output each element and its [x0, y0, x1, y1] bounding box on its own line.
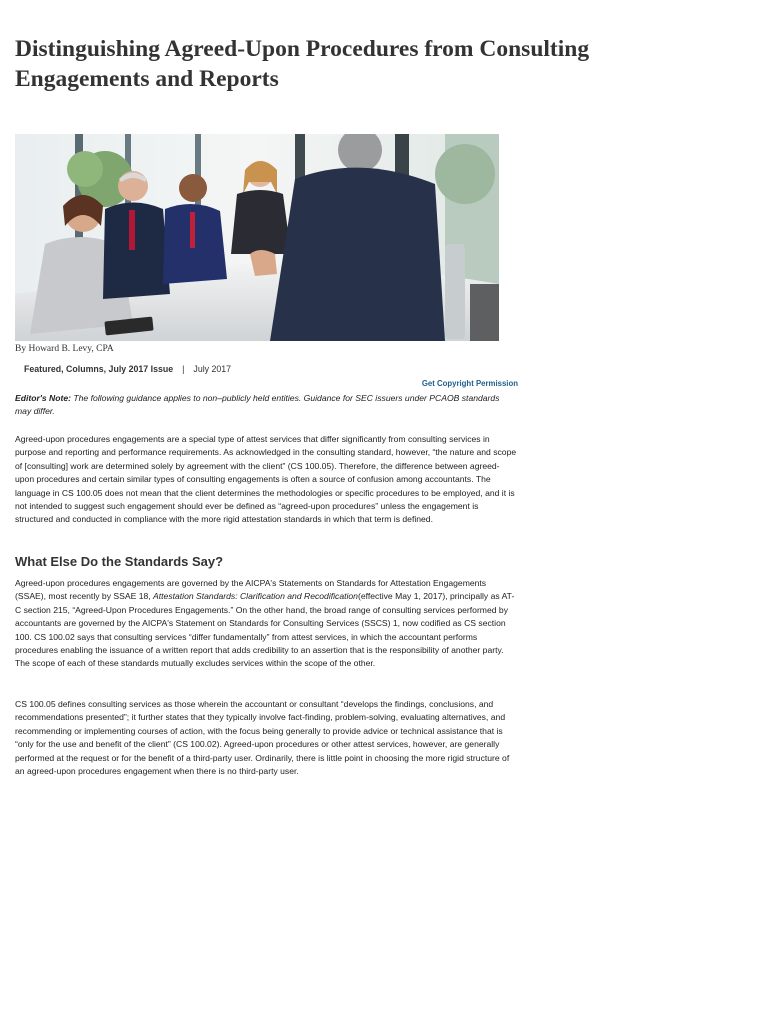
- paragraph-2-citation: Attestation Standards: Clarification and Recodification: [153, 591, 358, 602]
- meta-separator: |: [182, 364, 185, 374]
- paragraph-3: CS 100.05 defines consulting services as those wherein the accountant or consultant “develops the findings, conclusions, and recommendations presented”; it further states that they typically involve fact-finding, problem-solving, evaluating alternatives, and recommending or implementing courses of action, with the focus being generally to provide advice or technical assistance that is “only for the use and benefit of the client” (CS 100.02). Agreed-upon procedures or other attest services, however, are generally performed at the request or for the benefit of a third-party user. Ordinarily, there is little point in choosing the more rigid structure of an agreed-upon procedures engagement when there is no third-party user.: [15, 699, 510, 777]
- paragraph-2-end: (effective May 1, 2017), principally as AT-C section 215, “Agreed-Upon Procedures Engagements.” On the other hand, the broad range of consulting services performed by accountants are governed by the AICPA's Statement on Standards for Consulting Services (SSCS) 1, now codified as CS section 100. CS 100.02 says that consulting services “differ fundamentally” from attest services, in which the accountant performs procedures enabling the issuance of a written report that adds credibility to an assertion that is the responsibility of another party. The scope of each of these standards mutually excludes services within the scope of the other.: [15, 591, 515, 669]
- paragraph-2: [15, 577, 518, 671]
- paragraph-1: Agreed-upon procedures engagements are a special type of attest services that differ significantly from consulting services in purpose and reporting and performance requirements. As acknowledged in the consulting standard, however, “the nature and scope of [consulting] work are determined solely by agreement with the client” (CS 100.05). Therefore, the difference between agreed-upon procedures and certain similar types of consulting engagements is often a source of confusion among accountants. The language in CS 100.05 does not mean that the client determines the methodologies or specific procedures to be employed, and it is not intended to suggest such engagement should ever be defined as “agreed-upon procedures” unless the engagement is structured and conducted in compliance with the more rigid attestation standards in which that term is defined.: [15, 434, 517, 525]
- editors-note-text: The following guidance applies to non–publicly held entities. Guidance for SEC issuers under PCAOB standards may differ.: [15, 393, 500, 417]
- editors-note: [15, 392, 518, 419]
- copyright-permission-link[interactable]: Get Copyright Permission: [421, 379, 518, 388]
- editors-note-label: Editor's Note:: [15, 393, 71, 403]
- article-meta: [24, 364, 231, 374]
- page-title: Distinguishing Agreed-Upon Procedures from Consulting Engagements and Reports: [15, 36, 590, 92]
- business-meeting-illustration: [15, 134, 499, 341]
- byline: By Howard B. Levy, CPA: [15, 344, 114, 354]
- paragraph-2-start: Agreed-upon procedures engagements are governed by the AICPA's Statements on Standards for Attestation Engagements (SSAE), most recently by SSAE 18,: [15, 578, 487, 602]
- hero-image: [15, 134, 499, 341]
- category-links[interactable]: Featured, Columns, July 2017 Issue: [24, 364, 174, 374]
- section-heading: What Else Do the Standards Say?: [15, 554, 224, 569]
- issue-date: July 2017: [193, 364, 232, 374]
